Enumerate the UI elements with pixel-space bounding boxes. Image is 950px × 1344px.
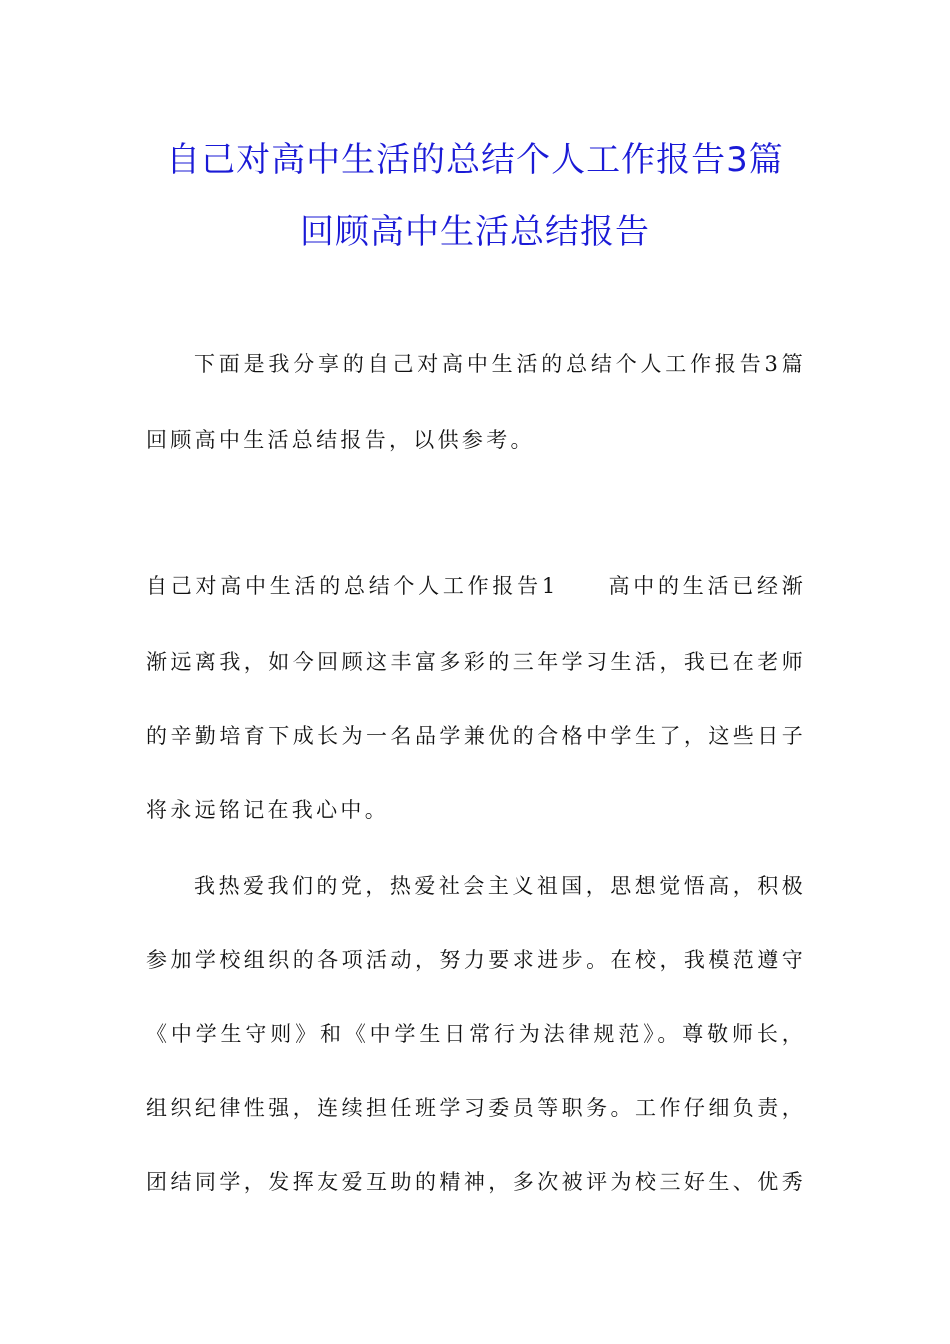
section1-line-4: 将永远铭记在我心中。: [146, 798, 389, 822]
section1-line-1: 自己对高中生活的总结个人工作报告1 高中的生活已经渐: [146, 574, 806, 598]
paragraph2-line-2: 参加学校组织的各项活动，努力要求进步。在校，我模范遵守: [146, 948, 806, 972]
paragraph2-line-3: 《中学生守则》和《中学生日常行为法律规范》。尊敬师长，: [146, 1022, 806, 1046]
paragraph2-line-4: 组织纪律性强，连续担任班学习委员等职务。工作仔细负责，: [146, 1096, 806, 1120]
section1-line-3: 的辛勤培育下成长为一名品学兼优的合格中学生了，这些日子: [146, 724, 806, 748]
document-title-line-2: 回顾高中生活总结报告: [300, 212, 650, 252]
intro-line-1: 下面是我分享的自己对高中生活的总结个人工作报告3篇: [194, 352, 806, 376]
paragraph2-line-5: 团结同学，发挥友爱互助的精神，多次被评为校三好生、优秀: [146, 1170, 806, 1194]
paragraph2-line-1: 我热爱我们的党，热爱社会主义祖国，思想觉悟高，积极: [194, 874, 806, 898]
intro-line-2: 回顾高中生活总结报告，以供参考。: [146, 428, 535, 452]
document-title-line-1: 自己对高中生活的总结个人工作报告3篇: [166, 140, 784, 180]
section1-line-2: 渐远离我，如今回顾这丰富多彩的三年学习生活，我已在老师: [146, 650, 806, 674]
